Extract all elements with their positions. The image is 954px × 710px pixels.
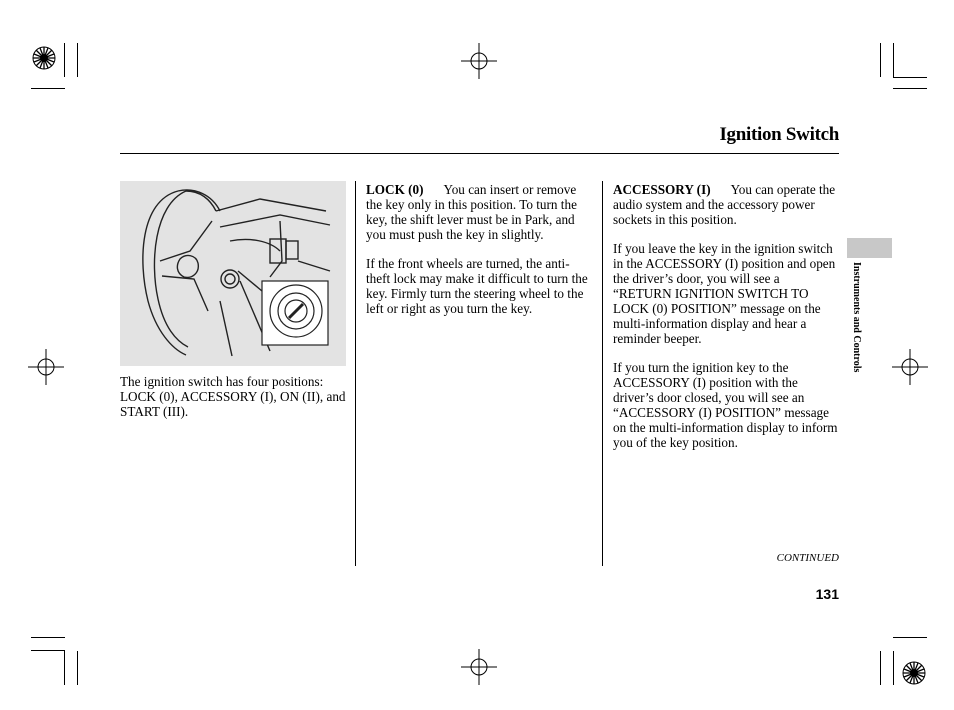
lock-text: You can insert or remove the key only in this position. To turn the key, the shift lever must be in Park, and you must push the key in slightly.: [366, 182, 577, 242]
steering-wheel-ignition-image: [120, 181, 346, 366]
left-column: [120, 374, 346, 433]
right-column: [613, 182, 839, 464]
lock-paragraph: [366, 182, 592, 242]
accessory-paragraph-3: If you turn the ignition key to the ACCESSORY (I) position with the driver’s door closed, you will see an “ACCESSORY (I) POSITION” message on the multi-information display to inform you of the key position.: [613, 360, 838, 450]
column-divider-2: [602, 181, 603, 566]
lock-term: LOCK (0): [366, 182, 424, 197]
middle-column: [366, 182, 592, 330]
accessory-text: You can operate the audio system and the accessory power sockets in this position.: [613, 182, 836, 227]
crosshair-left: [28, 349, 64, 385]
column-divider-1: [355, 181, 356, 566]
page-title: Ignition Switch: [719, 124, 839, 145]
accessory-term: ACCESSORY (I): [613, 182, 711, 197]
section-tab: [847, 238, 892, 258]
lock-paragraph-2: If the front wheels are turned, the anti-theft lock may make it difficult to turn the key. Firmly turn the steering wheel to the left or right as you turn the key.: [366, 256, 588, 316]
crosshair-right: [892, 349, 928, 385]
accessory-paragraph-2: If you leave the key in the ignition switch in the ACCESSORY (I) position and open the driver’s door, you will see a “RETURN IGNITION SWITCH TO LOCK (0) POSITION” message on the multi-information display and hear a reminder beeper.: [613, 241, 836, 346]
page-number: 131: [815, 586, 839, 602]
accessory-paragraph: [613, 182, 839, 227]
continued-label: CONTINUED: [776, 552, 839, 564]
section-tab-label: Instruments and Controls: [851, 262, 862, 373]
starburst-top-left: [33, 47, 55, 69]
crosshair-bottom: [461, 649, 497, 685]
ignition-caption: The ignition switch has four positions: LOCK (0), ACCESSORY (I), ON (II), and START (III).: [120, 374, 346, 419]
ignition-illustration: [120, 181, 346, 366]
title-rule: [120, 153, 839, 154]
crosshair-top: [461, 43, 497, 79]
starburst-bottom-right: [903, 662, 925, 684]
